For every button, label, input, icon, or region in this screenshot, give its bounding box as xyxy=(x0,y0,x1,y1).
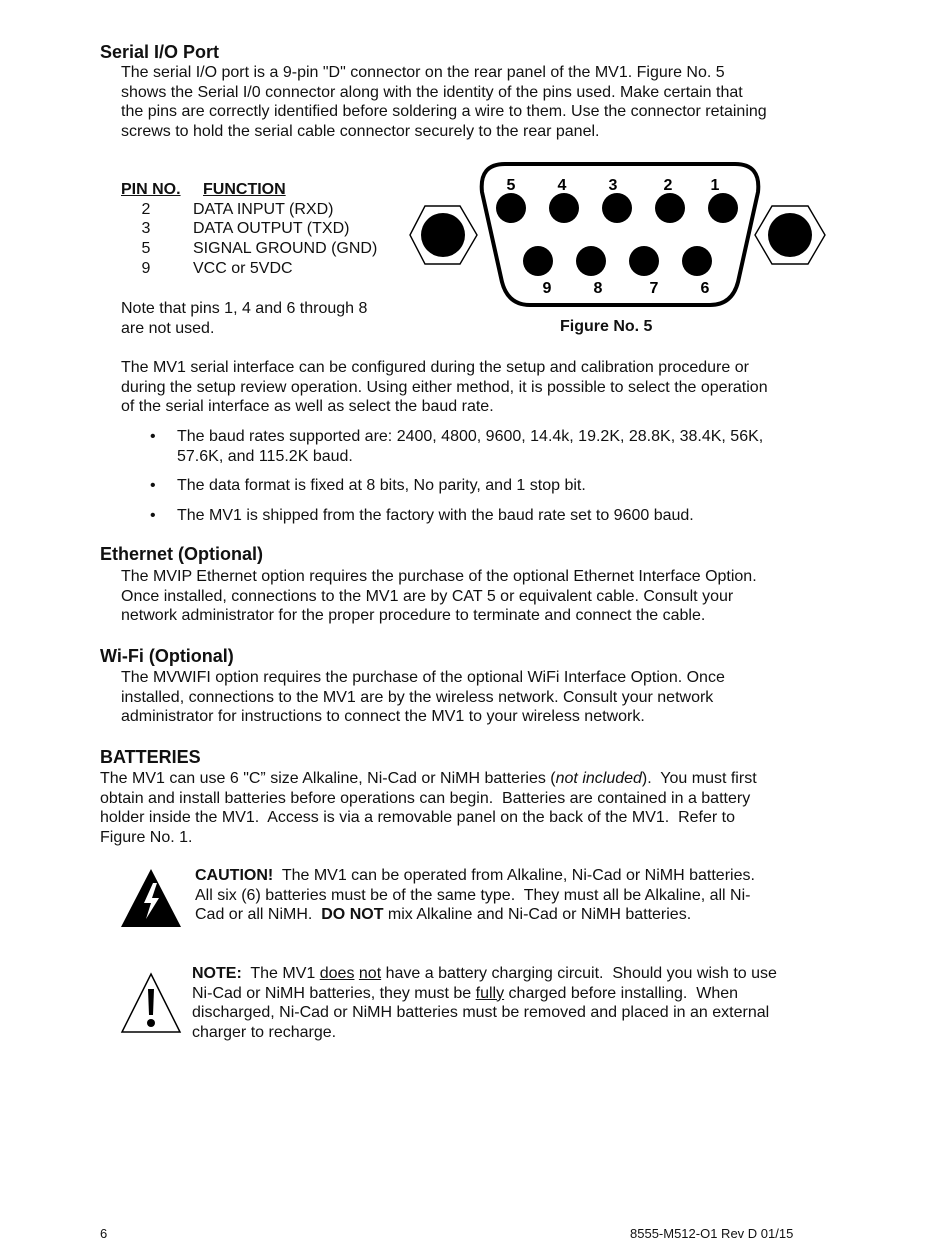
not-included-emphasis: not included xyxy=(555,770,642,787)
pin-function: DATA INPUT (RXD) xyxy=(193,200,334,218)
pin-5-contact xyxy=(496,193,526,223)
batteries-paragraph xyxy=(100,769,840,848)
ethernet-paragraph xyxy=(121,567,836,626)
text-run: Ni-Cad or NiMH batteries, they must be xyxy=(192,984,476,1002)
batteries-heading: BATTERIES xyxy=(100,747,201,767)
pin-1-contact xyxy=(708,193,738,223)
pin-function: DATA OUTPUT (TXD) xyxy=(193,220,350,238)
list-item xyxy=(150,476,830,496)
caution-block xyxy=(195,866,835,925)
figure-caption: Figure No. 5 xyxy=(560,318,653,335)
electrical-hazard-icon xyxy=(120,867,182,929)
text-line: 57.6K, and 115.2K baud. xyxy=(177,447,353,465)
db9-connector-figure xyxy=(405,160,830,310)
text-line: during the setup review operation. Using either method, it is possible to select the operation xyxy=(121,378,768,396)
text-run: The MV1 xyxy=(241,965,320,982)
pin-6-contact xyxy=(682,246,712,276)
text-run: mix Alkaline and Ni-Cad or NiMH batteries. xyxy=(383,906,692,924)
serial-intro-paragraph xyxy=(121,63,836,142)
bullet-mark: • xyxy=(150,428,156,445)
text-line: Figure No. 1. xyxy=(100,829,193,847)
do-not-emphasis: DO NOT xyxy=(321,906,384,924)
text-run: ). You must first xyxy=(641,770,757,787)
text-run: The MV1 can be operated from Alkaline, Ni-Cad or NiMH batteries. xyxy=(273,867,755,884)
does-emphasis: does xyxy=(319,965,355,982)
pin-4-contact xyxy=(549,193,579,223)
text-line: charger to recharge. xyxy=(192,1024,337,1042)
pin-3-contact xyxy=(602,193,632,223)
wifi-paragraph xyxy=(121,668,836,727)
pin-label: 2 xyxy=(663,177,673,194)
bullet-mark: • xyxy=(150,477,156,495)
pin-number: 5 xyxy=(141,240,151,258)
bullet-mark: • xyxy=(150,507,156,525)
left-screw-hole xyxy=(421,213,465,257)
pin-7-contact xyxy=(629,246,659,276)
text-line: The serial I/O port is a 9-pin "D" connector on the rear panel of the MV1. Figure No. 5 xyxy=(121,64,725,81)
text-run: have a battery charging circuit. Should you wish to use xyxy=(381,965,777,982)
text-line: of the serial interface as well as select the baud rate. xyxy=(121,398,494,416)
text-line xyxy=(100,769,840,789)
serial-io-heading: Serial I/O Port xyxy=(100,42,220,62)
pin-row xyxy=(121,200,411,220)
text-line xyxy=(195,905,835,925)
pin-number: 9 xyxy=(141,259,151,277)
function-header: FUNCTION xyxy=(203,181,286,198)
text-line xyxy=(195,866,835,886)
pin-no-header: PIN NO. xyxy=(121,181,181,198)
pin-label: 7 xyxy=(649,280,659,297)
caution-label: CAUTION! xyxy=(195,867,274,884)
text-run: Cad or all NiMH. xyxy=(195,906,322,924)
pin-table-header xyxy=(121,180,411,200)
text-line: All six (6) batteries must be of the same type. They must all be Alkaline, all Ni- xyxy=(195,886,751,904)
text-line: network administrator for the proper procedure to terminate and connect the cable. xyxy=(121,607,706,625)
pin-label: 4 xyxy=(557,177,567,194)
note-label: NOTE: xyxy=(192,965,242,982)
text-line: obtain and install batteries before operations can begin. Batteries are contained in a battery xyxy=(100,789,751,807)
serial-bullet-list xyxy=(150,427,830,536)
text-line xyxy=(192,984,837,1004)
pin-function: SIGNAL GROUND (GND) xyxy=(193,240,378,258)
document-id: 8555-M512-O1 Rev D 01/15 xyxy=(630,1226,794,1241)
text-line: The MVIP Ethernet option requires the purchase of the optional Ethernet Interface Option. xyxy=(121,568,757,585)
unused-pins-note xyxy=(121,299,411,338)
list-item xyxy=(150,427,830,466)
pin-label: 9 xyxy=(542,280,552,297)
text-line: The data format is fixed at 8 bits, No parity, and 1 stop bit. xyxy=(177,477,586,495)
pin-9-contact xyxy=(523,246,553,276)
pin-label: 5 xyxy=(506,177,516,194)
pin-2-contact xyxy=(655,193,685,223)
right-screw-hole xyxy=(768,213,812,257)
text-run: charged before installing. When xyxy=(504,984,739,1002)
text-line: installed, connections to the MV1 are by the wireless network. Consult your network xyxy=(121,688,714,706)
text-line: administrator for instructions to connect the MV1 to your wireless network. xyxy=(121,708,645,726)
text-line: are not used. xyxy=(121,319,215,337)
pin-label: 3 xyxy=(608,177,618,194)
serial-config-paragraph xyxy=(121,358,836,417)
text-line: Once installed, connections to the MV1 are by CAT 5 or equivalent cable. Consult your xyxy=(121,587,734,605)
pin-table xyxy=(121,180,411,279)
text-line: The MV1 serial interface can be configured during the setup and calibration procedure or xyxy=(121,359,749,376)
wifi-heading: Wi-Fi (Optional) xyxy=(100,646,234,666)
text-line: The MVWIFI option requires the purchase of the optional WiFi Interface Option. Once xyxy=(121,669,725,686)
text-line: the pins are correctly identified before soldering a wire to them. Use the connector retaining xyxy=(121,103,767,121)
not-emphasis: not xyxy=(358,965,382,982)
text-line: screws to hold the serial cable connector securely to the rear panel. xyxy=(121,123,600,141)
pin-label: 8 xyxy=(593,280,603,297)
warning-exclamation-icon xyxy=(120,971,182,1035)
text-line: Note that pins 1, 4 and 6 through 8 xyxy=(121,300,368,317)
pin-number: 3 xyxy=(141,220,151,238)
note-block xyxy=(192,964,837,1043)
text-line: The MV1 is shipped from the factory with the baud rate set to 9600 baud. xyxy=(177,507,694,525)
pin-row xyxy=(121,259,411,279)
pin-label: 6 xyxy=(700,280,710,297)
pin-row xyxy=(121,239,411,259)
text-line: shows the Serial I/0 connector along with the identity of the pins used. Make certain that xyxy=(121,83,743,101)
pin-label: 1 xyxy=(710,177,720,194)
list-item xyxy=(150,506,830,526)
text-line: The baud rates supported are: 2400, 4800, 9600, 14.4k, 19.2K, 28.8K, 38.4K, 56K, xyxy=(177,428,764,445)
text-run: The MV1 can use 6 "C” size Alkaline, Ni-Cad or NiMH batteries ( xyxy=(100,770,556,787)
pin-function: VCC or 5VDC xyxy=(193,259,293,277)
pin-number: 2 xyxy=(141,200,151,218)
text-line xyxy=(192,964,837,984)
fully-emphasis: fully xyxy=(475,984,505,1002)
pin-row xyxy=(121,219,411,239)
ethernet-heading: Ethernet (Optional) xyxy=(100,544,263,564)
page-number: 6 xyxy=(100,1226,108,1241)
text-line: discharged, Ni-Cad or NiMH batteries must be removed and placed in an external xyxy=(192,1004,770,1022)
text-line: holder inside the MV1. Access is via a removable panel on the back of the MV1. Refer to xyxy=(100,809,736,827)
pin-8-contact xyxy=(576,246,606,276)
